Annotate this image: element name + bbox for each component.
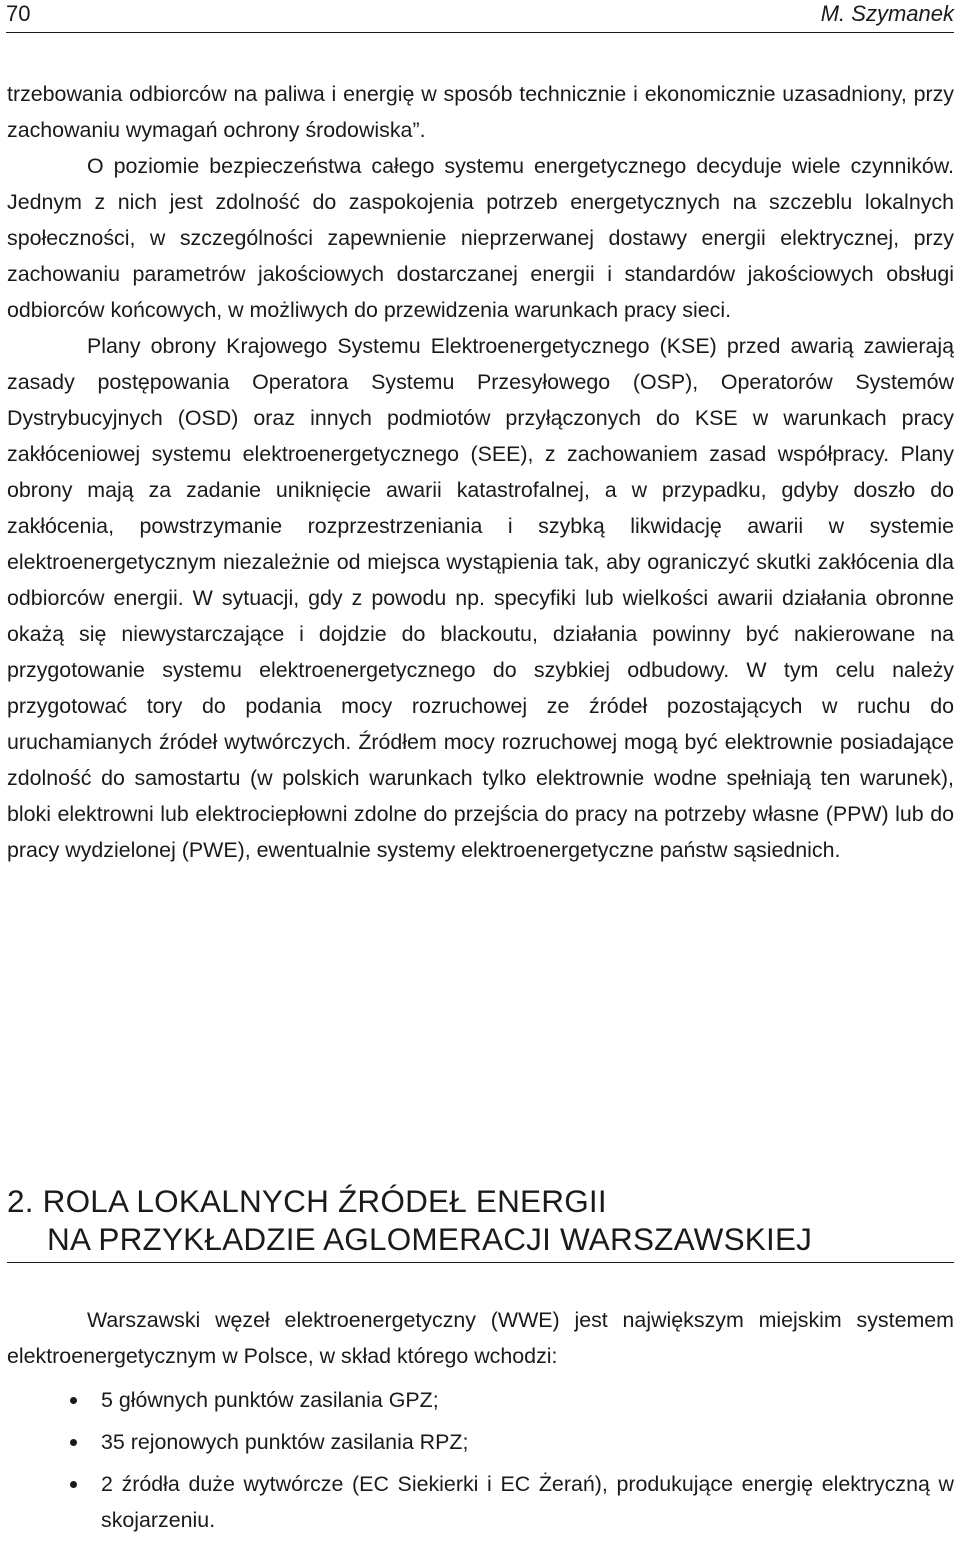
page-header [6, 0, 954, 33]
running-head-author: M. Szymanek [820, 1, 954, 26]
list-item-text: 2 źródła duże wytwórcze (EC Siekierki i EC Żerań), produkujące energię elektryczną w skojarzeniu. [101, 1472, 954, 1532]
bullet-icon [70, 1397, 77, 1404]
list-item-text: 5 głównych punktów zasilania GPZ; [101, 1388, 439, 1412]
page-number: 70 [6, 1, 31, 26]
paragraph-wwe-intro: Warszawski węzeł elektroenergetyczny (WWE) jest największym miejskim systemem elektroenergetycznym w Polsce, w skład którego wchodzi: [7, 1308, 954, 1368]
paragraph-defense-plans: Plany obrony Krajowego Systemu Elektroenergetycznego (KSE) przed awarią zawierają zasady postępowania Operatora Systemu Przesyłowego (OSP), Operatorów Systemów Dystrybucyjnych (OSD) oraz innych podmiotów przyłączonych do KSE w warunkach pracy zakłóceniowej systemu elektroenergetycznego (SEE), z zachowaniem zasad współpracy. Plany obrony mają za zadanie uniknięcie awarii katastrofalnej, a w przypadku, gdyby doszło do zakłócenia, powstrzymanie rozprzestrzeniania i szybką likwidację awarii w systemie elektroenergetycznym niezależnie od miejsca wystąpienia tak, aby ograniczyć skutki zakłócenia dla odbiorców energii. W sytuacji, gdy z powodu np. specyfiki lub wielkości awarii działania obronne okażą się niewystarczające i dojdzie do blackoutu, działania powinny być nakierowane na przygotowanie systemu elektroenergetycznego do szybkiej odbudowy. W tym celu należy przygotować tory do podania mocy rozruchowej ze źródeł pozostających w ruchu do uruchamianych źródeł wytwórczych. Źródłem mocy rozruchowej mogą być elektrownie posiadające zdolność do samostartu (w polskich warunkach tylko elektrownie wodne spełniają ten warunek), bloki elektrowni lub elektrociepłowni zdolne do przejścia do pracy na potrzeby własne (PPW) lub do pracy wydzielonej (PWE), ewentualnie systemy elektroenergetyczne państw sąsiednich. [7, 334, 954, 862]
list-item [7, 1382, 954, 1418]
bullet-icon [70, 1481, 77, 1488]
heading-underline [7, 1262, 954, 1263]
section-intro-block [7, 1302, 954, 1374]
section-heading-line2: NA PRZYKŁADZIE AGLOMERACJI WARSZAWSKIEJ [47, 1221, 813, 1257]
bullet-icon [70, 1439, 77, 1446]
bullet-list [7, 1382, 954, 1544]
section-heading-line1: 2. ROLA LOKALNYCH ŹRÓDEŁ ENERGII [7, 1183, 607, 1219]
section-heading [7, 1182, 954, 1258]
paragraph-security: O poziomie bezpieczeństwa całego systemu energetycznego decyduje wiele czynników. Jednym z nich jest zdolność do zaspokojenia potrzeb energetycznych na szczeblu lokalnych społeczności, w szczególności zapewnienie nieprzerwanej dostawy energii elektrycznej, przy zachowaniu parametrów jakościowych dostarczanej energii i standardów jakościowych obsługi odbiorców końcowych, w możliwych do przewidzenia warunkach pracy sieci. [7, 154, 954, 322]
body-text-block [7, 76, 954, 868]
list-item [7, 1466, 954, 1538]
paragraph-continuation: trzebowania odbiorców na paliwa i energię w sposób technicznie i ekonomicznie uzasadniony, przy zachowaniu wymagań ochrony środowiska”. [7, 82, 954, 142]
list-item [7, 1424, 954, 1460]
list-item-text: 35 rejonowych punktów zasilania RPZ; [101, 1430, 469, 1454]
